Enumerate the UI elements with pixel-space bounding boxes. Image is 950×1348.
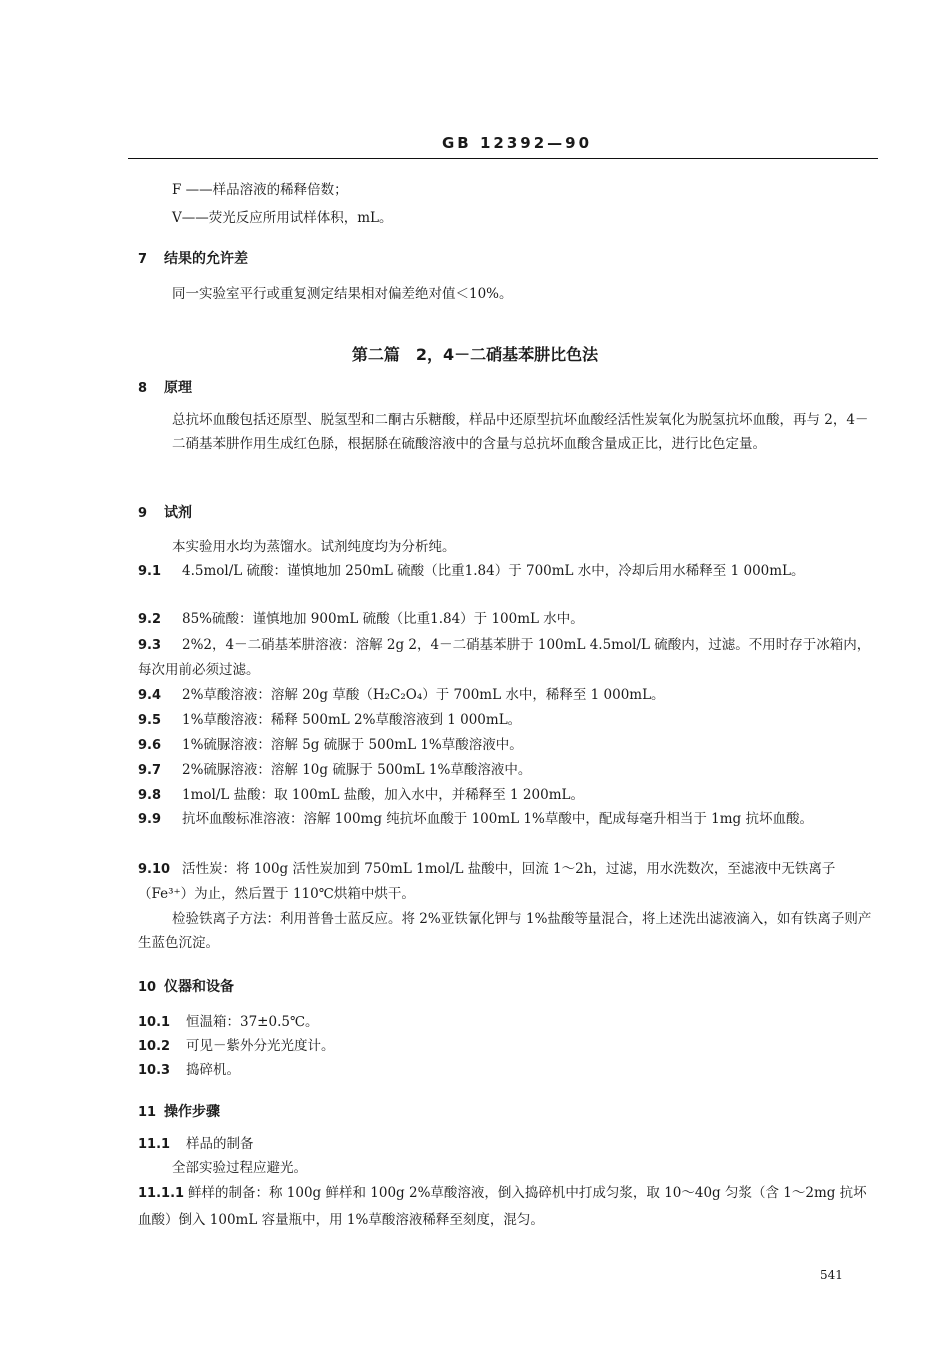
item-text: 活性炭：将 100g 活性炭加到 750mL 1mol/L 盐酸中，回流 1～2h，过滤，用水洗数次，至滤液中无铁离子（Fe³⁺）为止，然后置于 110℃烘箱中烘干。 [138, 861, 836, 902]
item-9-3 [138, 633, 880, 682]
section-7-text: 同一实验室平行或重复测定结果相对偏差绝对值＜10%。 [172, 286, 513, 302]
item-text: 4.5mol/L 硫酸：谨慎地加 250mL 硫酸（比重1.84）于 700mL 水中，冷却后用水稀释至 1 000mL。 [182, 563, 805, 579]
item-10-1 [138, 1012, 319, 1033]
section-number: 10 [138, 980, 157, 995]
section-number: 8 [138, 381, 148, 396]
item-number: 9.3 [138, 638, 162, 653]
item-number: 9.2 [138, 612, 162, 627]
item-9-9 [138, 807, 880, 832]
item-9-1 [138, 559, 880, 584]
item-number: 9.5 [138, 713, 162, 728]
item-number: 9.8 [138, 788, 162, 803]
section-9-intro: 本实验用水均为蒸馏水。试剂纯度均为分析纯。 [172, 539, 456, 555]
section-number: 7 [138, 252, 148, 267]
item-number: 9.9 [138, 812, 162, 827]
definition-v: V——荧光反应所用试样体积，mL。 [172, 210, 393, 226]
item-text: 2%草酸溶液：溶解 20g 草酸（H₂C₂O₄）于 700mL 水中，稀释至 1 000mL。 [182, 687, 665, 703]
item-9-8 [138, 785, 584, 806]
section-7-heading [138, 249, 248, 270]
item-text: 鲜样的制备：称 100g 鲜样和 100g 2%草酸溶液，倒入捣碎机中打成匀浆，取 10～40g 匀浆（含 1～2mg 抗坏血酸）倒入 100mL 容量瓶中，用 1%草酸溶液稀释至刻度，混匀。 [138, 1185, 867, 1228]
item-9-7 [138, 760, 531, 781]
item-text: 恒温箱：37±0.5℃。 [186, 1014, 319, 1030]
section-title: 操作步骤 [164, 1104, 220, 1120]
section-title: 仪器和设备 [164, 979, 234, 995]
subsection-title: 样品的制备 [186, 1136, 254, 1152]
item-number: 9.7 [138, 763, 162, 778]
section-11-heading [138, 1102, 220, 1123]
page-number: 541 [820, 1268, 843, 1282]
item-text: 1%硫脲溶液：溶解 5g 硫脲于 500mL 1%草酸溶液中。 [182, 737, 523, 753]
section-title: 结果的允许差 [164, 251, 248, 267]
item-number: 11.1.1 [138, 1186, 185, 1201]
section-title: 试剂 [164, 505, 192, 521]
item-text: 抗坏血酸标准溶液：溶解 100mg 纯抗坏血酸于 100mL 1%草酸中，配成每毫升相当于 1mg 抗坏血酸。 [182, 811, 813, 827]
item-number: 10.3 [138, 1063, 171, 1078]
item-text: 捣碎机。 [186, 1062, 240, 1078]
section-number: 9 [138, 506, 148, 521]
item-11-1-1 [138, 1180, 880, 1233]
item-text: 可见－紫外分光光度计。 [186, 1038, 335, 1054]
section-8-text: 总抗坏血酸包括还原型、脱氢型和二酮古乐糖酸，样品中还原型抗坏血酸经活性炭氧化为脱氢抗坏血酸，再与 2，4－二硝基苯肼作用生成红色脎，根据脎在硫酸溶液中的含量与总抗坏血酸含量成正比，进行比色定量。 [172, 412, 869, 452]
item-number: 10.2 [138, 1039, 171, 1054]
item-text: 85%硫酸：谨慎地加 900mL 硫酸（比重1.84）于 100mL 水中。 [182, 611, 584, 627]
item-text: 2%2，4－二硝基苯肼溶液：溶解 2g 2，4－二硝基苯肼于 100mL 4.5mol/L 硫酸内，过滤。不用时存于冰箱内，每次用前必须过滤。 [138, 637, 871, 678]
definition-f: F ——样品溶液的稀释倍数； [172, 182, 348, 198]
item-9-2 [138, 609, 584, 630]
item-9-4 [138, 685, 665, 706]
subsection-number: 11.1 [138, 1137, 171, 1152]
subsection-11-1-text: 全部实验过程应避光。 [172, 1160, 307, 1176]
item-number: 9.1 [138, 564, 162, 579]
item-number: 9.6 [138, 738, 162, 753]
section-8-heading [138, 378, 192, 399]
subsection-11-1 [138, 1134, 254, 1155]
part-2-title: 第二篇 2，4－二硝基苯肼比色法 [351, 345, 599, 364]
section-number: 11 [138, 1105, 157, 1120]
item-text: 1mol/L 盐酸：取 100mL 盐酸，加入水中，并稀释至 1 200mL。 [182, 787, 584, 803]
item-text: 1%草酸溶液：稀释 500mL 2%草酸溶液到 1 000mL。 [182, 712, 522, 728]
item-10-3 [138, 1060, 240, 1081]
section-title: 原理 [164, 380, 192, 396]
item-number: 9.4 [138, 688, 162, 703]
item-number: 9.10 [138, 862, 171, 877]
item-number: 10.1 [138, 1015, 171, 1030]
section-9-heading [138, 503, 192, 524]
item-9-5 [138, 710, 521, 731]
section-10-heading [138, 977, 234, 998]
item-text: 2%硫脲溶液：溶解 10g 硫脲于 500mL 1%草酸溶液中。 [182, 762, 532, 778]
standard-code: GB 12392—90 [442, 134, 593, 152]
header-rule [128, 158, 878, 159]
item-9-10 [138, 857, 880, 906]
item-9-6 [138, 735, 523, 756]
item-10-2 [138, 1036, 335, 1057]
section-9-note: 检验铁离子方法：利用普鲁士蓝反应。将 2%亚铁氰化钾与 1%盐酸等量混合，将上述洗出滤液滴入，如有铁离子则产生蓝色沉淀。 [138, 911, 872, 951]
